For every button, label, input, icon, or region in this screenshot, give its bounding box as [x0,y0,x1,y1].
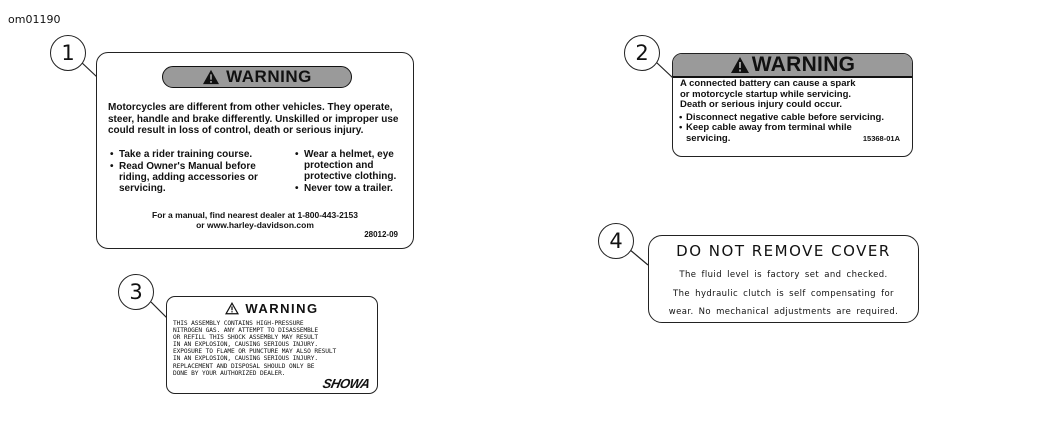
warning-line: or motorcycle startup while servicing. [680,88,852,100]
warning-triangle-icon [730,56,750,74]
dealer-contact [97,210,413,230]
warning-triangle-icon [202,69,220,85]
right-bullet-list [295,149,410,195]
callout-4: 4 [598,223,634,259]
dealer-phone-line: For a manual, find nearest dealer at 1-800-443-2153 [152,210,358,220]
callout-1: 1 [50,35,86,71]
notice-line: The fluid level is factory set and checked. [679,270,888,280]
warning-body [680,79,912,144]
bullet-item: • Take a rider training course. [110,149,275,160]
warning-title: WARNING [226,67,312,86]
bullet-continuation: servicing. [686,132,731,144]
dealer-web-line: or www.harley-davidson.com [196,220,314,230]
left-bullet-list [110,149,275,195]
warning-triangle-icon [225,302,239,315]
warning-line: THIS ASSEMBLY CONTAINS HIGH-PRESSURE [173,320,304,327]
bullet-item: • Keep cable away from terminal while [680,123,912,134]
warning-intro-text: Motorcycles are different from other vehicles. They operate, steer, handle and brake differently. Unskilled or improper use could result in loss of control, death or serious injury. [108,102,399,136]
brand-logo: SHOWA [321,376,372,391]
warning-line: OR REFILL THIS SHOCK ASSEMBLY MAY RESULT [173,334,319,342]
warning-line: NITROGEN GAS. ANY ATTEMPT TO DISASSEMBLE [173,327,319,335]
notice-line: The hydraulic clutch is self compensating for [673,289,894,299]
bullet-continuation-row [680,134,912,145]
warning-body [173,320,373,377]
warning-line: IN AN EXPLOSION, CAUSING SERIOUS INJURY. [173,355,319,363]
notice-label-cover [648,235,919,323]
warning-line: Death or serious injury could occur. [680,99,843,110]
bullet-item: • Read Owner's Manual before riding, adding accessories or servicing. [110,161,275,194]
warning-line: DONE BY YOUR AUTHORIZED DEALER. [173,369,286,377]
bullet-item: • Wear a helmet, eye protection and protective clothing. [295,149,410,182]
callout-3: 3 [118,274,154,310]
bullet-item: • Disconnect negative cable before servicing. [680,113,912,124]
warning-line: REPLACEMENT AND DISPOSAL SHOULD ONLY BE [173,362,315,370]
warning-label-battery [672,53,913,157]
warning-title: WARNING [245,301,319,316]
notice-line: wear. No mechanical adjustments are required. [668,307,899,317]
callout-2: 2 [624,35,660,71]
warning-banner [673,54,912,78]
warning-label-rider [96,52,414,249]
warning-line: EXPOSURE TO FLAME OR PUNCTURE MAY ALSO RESULT [173,348,337,356]
notice-title: DO NOT REMOVE COVER [676,242,891,260]
warning-banner [162,66,352,88]
warning-line: A connected battery can cause a spark [680,78,856,89]
part-number: 15368-01A [862,133,900,143]
bullet-item: • Never tow a trailer. [295,183,410,194]
warning-header [167,301,377,316]
warning-label-shock [166,296,378,394]
warning-title: WARNING [751,53,856,76]
warning-line: IN AN EXPLOSION, CAUSING SERIOUS INJURY. [173,341,319,349]
part-number: 28012-09 [364,230,398,239]
figure-id: om01190 [8,13,61,26]
